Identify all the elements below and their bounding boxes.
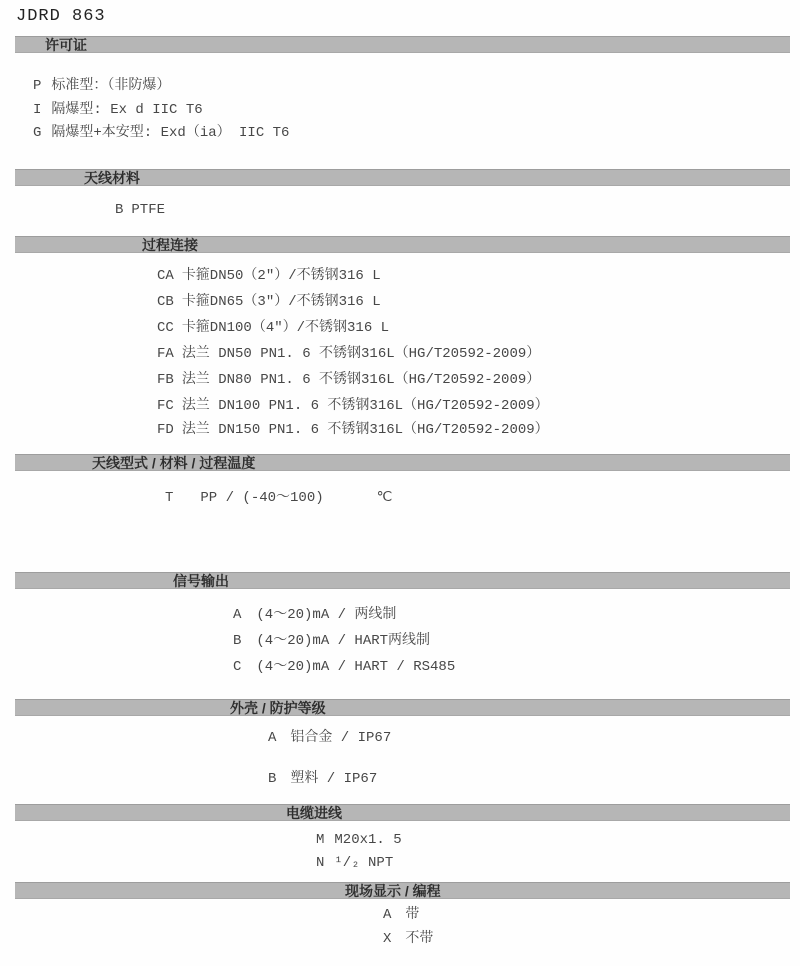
section-header-housing: 外壳 / 防护等级: [230, 700, 326, 716]
option-label: PP / (-40～100): [200, 490, 324, 506]
option-label: (4～20)mA / 两线制: [256, 607, 397, 623]
option-code: T: [165, 490, 174, 506]
section-header-process-connection: 过程连接: [142, 237, 198, 253]
option-row-process-fd: [157, 421, 549, 439]
option-row-license-p: [33, 77, 170, 95]
option-label: 卡箍DN100（4″）/不锈钢316 L: [181, 320, 390, 336]
option-row-display-x: [383, 930, 433, 948]
option-row-license-g: [33, 124, 289, 142]
option-row-signal-c: [233, 658, 455, 676]
option-code: M: [316, 832, 325, 848]
option-code: B: [115, 202, 124, 218]
option-code: C: [233, 659, 242, 675]
section-bar-process-connection: [15, 236, 790, 253]
option-unit: ℃: [376, 490, 393, 506]
option-code: FA: [157, 346, 174, 362]
option-row-cable-m: [316, 831, 402, 849]
option-code: B: [233, 633, 242, 649]
option-row-antenna-type-t: [165, 489, 392, 507]
option-row-process-cb: [157, 293, 381, 311]
option-label: 法兰 DN50 PN1. 6 不锈钢316L（HG/T20592-2009）: [181, 346, 541, 362]
option-label: 标准型：（非防爆）: [51, 78, 171, 94]
option-row-housing-a: [268, 729, 391, 747]
option-code: P: [33, 78, 42, 94]
option-code: A: [383, 907, 392, 923]
option-row-process-ca: [157, 267, 381, 285]
section-bar-housing: [15, 699, 790, 716]
option-code: FD: [157, 422, 174, 438]
option-code: G: [33, 125, 42, 141]
section-header-signal-output: 信号输出: [173, 573, 229, 589]
page-title: JDRD 863: [16, 7, 106, 26]
option-row-process-fa: [157, 345, 540, 363]
option-code: A: [268, 730, 277, 746]
option-label: 带: [405, 907, 420, 923]
option-label: (4～20)mA / HART两线制: [256, 633, 431, 649]
option-label: (4～20)mA / HART / RS485: [256, 659, 456, 675]
section-header-cable-entry: 电缆进线: [286, 805, 342, 821]
option-code: CB: [157, 294, 174, 310]
option-row-cable-n: [316, 854, 393, 872]
option-code: N: [316, 855, 325, 871]
option-label: 塑料 / IP67: [290, 771, 378, 787]
section-header-antenna-material: 天线材料: [84, 170, 140, 186]
option-row-process-fc: [157, 397, 549, 415]
option-row-antenna-material-b: [115, 201, 165, 219]
section-bar-antenna-material: [15, 169, 790, 186]
option-label: 法兰 DN100 PN1. 6 不锈钢316L（HG/T20592-2009）: [181, 398, 549, 414]
option-label: 隔爆型+本安型: Exd（ia） IIC T6: [51, 125, 290, 141]
option-label: PTFE: [131, 202, 166, 218]
option-row-license-i: [33, 101, 203, 119]
option-code: FB: [157, 372, 174, 388]
option-code: CC: [157, 320, 174, 336]
section-bar-cable-entry: [15, 804, 790, 821]
section-header-antenna-type: 天线型式 / 材料 / 过程温度: [92, 455, 256, 471]
option-label: 隔爆型: Ex d IIC T6: [51, 102, 203, 118]
option-row-housing-b: [268, 770, 377, 788]
option-row-process-fb: [157, 371, 540, 389]
option-code: FC: [157, 398, 174, 414]
section-bar-license: [15, 36, 790, 53]
option-label: 法兰 DN80 PN1. 6 不锈钢316L（HG/T20592-2009）: [181, 372, 541, 388]
option-label: M20x1. 5: [334, 832, 402, 848]
option-label: 卡箍DN65（3″）/不锈钢316 L: [181, 294, 381, 310]
option-code: A: [233, 607, 242, 623]
section-header-display-programming: 现场显示 / 编程: [345, 883, 441, 899]
option-label: 法兰 DN150 PN1. 6 不锈钢316L（HG/T20592-2009）: [181, 422, 549, 438]
section-header-license: 许可证: [45, 37, 87, 53]
option-code: X: [383, 931, 392, 947]
option-row-signal-b: [233, 632, 430, 650]
option-row-process-cc: [157, 319, 389, 337]
option-code: CA: [157, 268, 174, 284]
option-code: B: [268, 771, 277, 787]
option-row-signal-a: [233, 606, 396, 624]
section-bar-signal-output: [15, 572, 790, 589]
option-row-display-a: [383, 906, 419, 924]
option-code: I: [33, 102, 42, 118]
option-label: 铝合金 / IP67: [290, 730, 392, 746]
option-label: 不带: [405, 931, 434, 947]
option-label: ¹/₂ NPT: [334, 855, 394, 871]
section-bar-antenna-type: [15, 454, 790, 471]
section-bar-display-programming: [15, 882, 790, 899]
option-label: 卡箍DN50（2″）/不锈钢316 L: [181, 268, 381, 284]
